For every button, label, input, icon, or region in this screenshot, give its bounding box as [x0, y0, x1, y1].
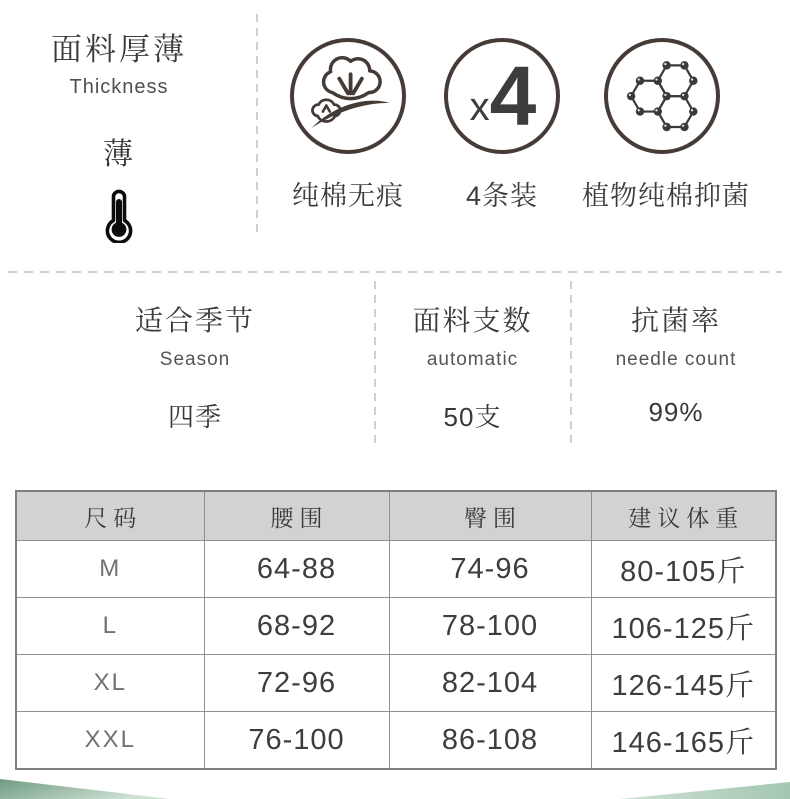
- size-table: [15, 490, 777, 770]
- horizontal-dashed-divider: [8, 271, 782, 273]
- cell-weight: 146-165斤: [591, 712, 776, 770]
- header-size: 尺码: [16, 491, 204, 541]
- spec-title-zh: 面料支数: [412, 305, 533, 336]
- thickness-title-zh: 面料厚薄: [51, 32, 187, 67]
- spec-title-en: Season: [159, 349, 231, 370]
- table-row: [16, 712, 776, 770]
- table-row: [16, 541, 776, 598]
- header-weight: 建议体重: [591, 491, 776, 541]
- size-table-header-row: [16, 491, 776, 541]
- feature-cotton: [268, 38, 428, 213]
- cell-waist: 68-92: [204, 598, 389, 655]
- feature-label: 植物纯棉抑菌: [582, 181, 750, 211]
- spec-title-zh: 抗菌率: [630, 305, 721, 336]
- spec-title-en: needle count: [615, 349, 737, 370]
- header-waist: 腰围: [204, 491, 389, 541]
- feature-label: 4条装: [465, 181, 539, 211]
- cell-size: XXL: [16, 712, 204, 770]
- cotton-icon: [290, 38, 406, 154]
- x4-multiplier: x: [469, 84, 490, 129]
- cell-waist: 72-96: [204, 655, 389, 712]
- feature-pack-count: [422, 38, 582, 213]
- table-row: [16, 655, 776, 712]
- spec-season: [15, 299, 375, 434]
- wave-left-triangle: [0, 779, 170, 799]
- thermometer-icon: [0, 185, 238, 248]
- spec-antibacterial-rate: [570, 299, 782, 428]
- cell-hip: 78-100: [389, 598, 591, 655]
- wave-right-triangle: [620, 782, 790, 799]
- x4-badge: [444, 38, 560, 154]
- cell-weight: 126-145斤: [591, 655, 776, 712]
- cell-weight: 106-125斤: [591, 598, 776, 655]
- cell-weight: 80-105斤: [591, 541, 776, 598]
- spec-value: 四季: [167, 402, 222, 432]
- spec-title-zh: 适合季节: [134, 305, 255, 336]
- cell-hip: 86-108: [389, 712, 591, 770]
- x4-number: 4: [489, 48, 535, 143]
- spec-title-en: automatic: [426, 349, 519, 370]
- thickness-value: 薄: [103, 138, 135, 171]
- cell-size: L: [16, 598, 204, 655]
- table-row: [16, 598, 776, 655]
- cell-waist: 76-100: [204, 712, 389, 770]
- cell-hip: 74-96: [389, 541, 591, 598]
- spec-value: 99%: [648, 397, 704, 427]
- bottom-wave-decoration: [0, 775, 790, 799]
- feature-label: 纯棉无痕: [292, 181, 404, 211]
- header-hip: 臀围: [389, 491, 591, 541]
- spec-fabric-count: [374, 299, 571, 434]
- spec-value: 50支: [443, 402, 502, 432]
- molecule-icon: [604, 38, 720, 154]
- feature-antibacterial: [582, 38, 750, 213]
- vertical-dashed-divider: [256, 14, 258, 238]
- thickness-title-en: Thickness: [69, 76, 169, 98]
- cell-waist: 64-88: [204, 541, 389, 598]
- cell-size: M: [16, 541, 204, 598]
- cell-size: XL: [16, 655, 204, 712]
- cell-hip: 82-104: [389, 655, 591, 712]
- thickness-panel: [0, 24, 238, 248]
